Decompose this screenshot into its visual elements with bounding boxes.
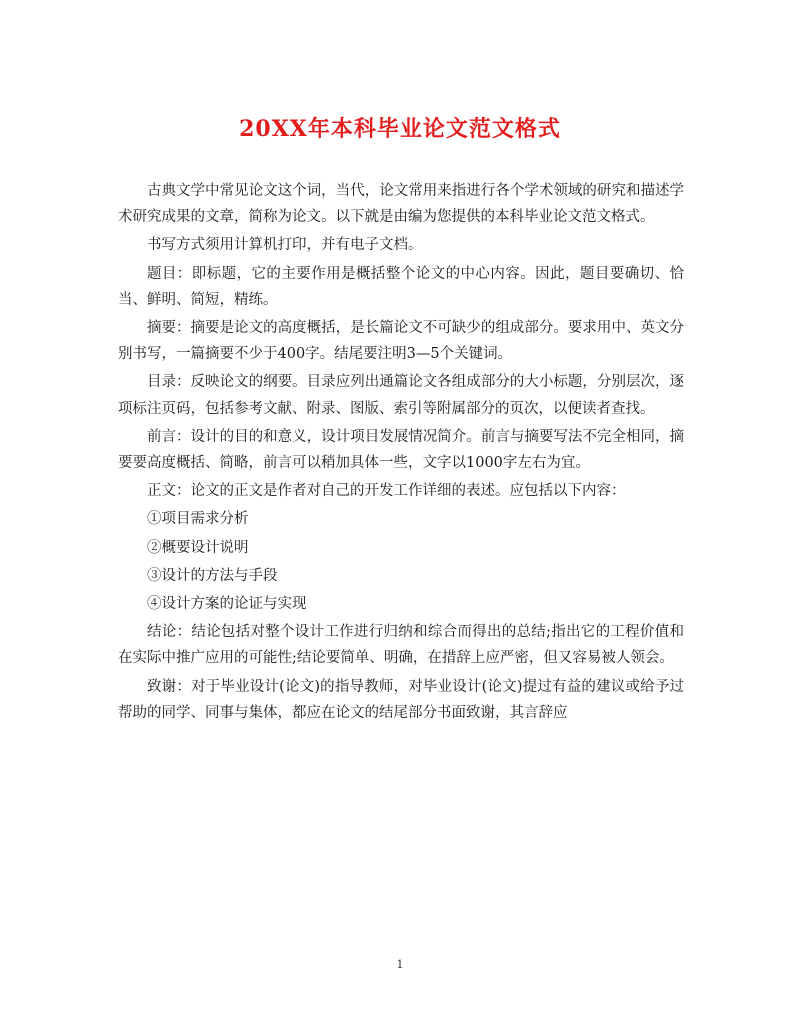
list-item-design-methods: ③设计的方法与手段 xyxy=(147,567,278,584)
paragraph-conclusion-section: 结论：结论包括对整个设计工作进行归纳和综合而得出的总结;指出它的工程价值和在实际中推广应用的可能性;结论要简单、明确，在措辞上应严密，但又容易被人领会。 xyxy=(118,624,684,667)
list-item-outline-design: ②概要设计说明 xyxy=(147,539,249,556)
page-number: 1 xyxy=(396,958,404,971)
document-title: 20XX年本科毕业论文范文格式 xyxy=(239,116,561,142)
list-item-requirements: ①项目需求分析 xyxy=(147,511,249,528)
paragraph-title-section: 题目：即标题，它的主要作用是概括整个论文的中心内容。因此，题目要确切、恰当、鲜明、简短，精练。 xyxy=(118,265,684,308)
paragraph-writing-method: 书写方式须用计算机打印，并有电子文档。 xyxy=(147,237,423,254)
document-body xyxy=(118,178,684,728)
paragraph-toc-section: 目录：反映论文的纲要。目录应列出通篇论文各组成部分的大小标题，分别层次，逐项标注页码，包括参考文献、附录、图版、索引等附属部分的页次，以便读者查找。 xyxy=(118,374,684,417)
paragraph-abstract-section: 摘要：摘要是论文的高度概括，是长篇论文不可缺少的组成部分。要求用中、英文分别书写，一篇摘要不少于400字。结尾要注明3—5个关键词。 xyxy=(118,320,684,363)
paragraph-preface-section: 前言：设计的目的和意义，设计项目发展情况简介。前言与摘要写法不完全相同，摘要要高度概括、简略，前言可以稍加具体一些，文字以1000字左右为宜。 xyxy=(118,428,684,472)
list-item-design-verification: ④设计方案的论证与实现 xyxy=(147,596,307,613)
paragraph-acknowledgement-section: 致谢：对于毕业设计(论文)的指导教师，对毕业设计(论文)提过有益的建议或给予过帮助的同学、同事与集体，都应在论文的结尾部分书面致谢，其言辞应 xyxy=(118,678,684,721)
paragraph-intro: 古典文学中常见论文这个词，当代，论文常用来指进行各个学术领域的研究和描述学术研究成果的文章，简称为论文。以下就是由编为您提供的本科毕业论文范文格式。 xyxy=(118,183,684,226)
paragraph-main-text-section: 正文：论文的正文是作者对自己的开发工作详细的表述。应包括以下内容： xyxy=(147,483,626,500)
